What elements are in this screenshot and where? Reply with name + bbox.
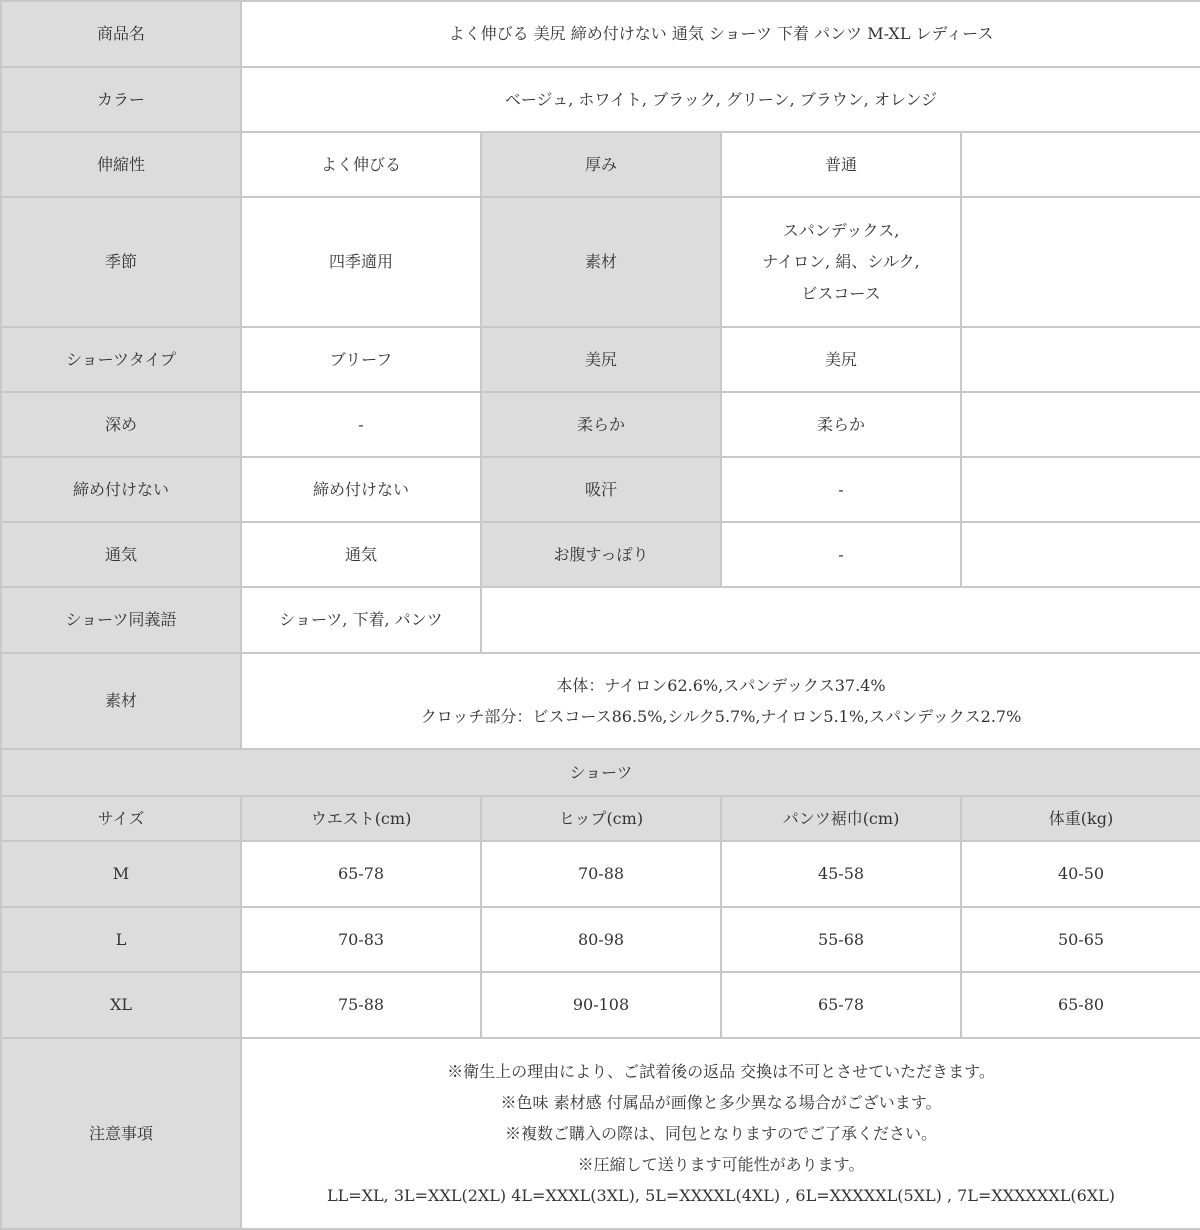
attr-label: 素材 — [481, 197, 721, 327]
row-attr-tightness — [1, 457, 1200, 522]
attr-label: 締め付けない — [1, 457, 241, 522]
notes-line: ※色味 素材感 付属品が画像と多少異なる場合がございます。 — [500, 1092, 942, 1112]
attr-label: 季節 — [1, 197, 241, 327]
empty-cell — [961, 522, 1200, 587]
empty-cell — [961, 392, 1200, 457]
attr-label: 柔らか — [481, 392, 721, 457]
fabric-line: スパンデックス, — [782, 221, 900, 241]
size-name: XL — [1, 972, 241, 1038]
row-color — [1, 67, 1200, 132]
size-cell: 45-58 — [721, 841, 961, 907]
empty-cell — [961, 327, 1200, 392]
notes-line: ※複数ご購入の際は、同包となりますのでご了承ください。 — [505, 1123, 938, 1143]
attr-value: ブリーフ — [241, 327, 481, 392]
size-cell: 65-80 — [961, 972, 1200, 1038]
synonyms-value: ショーツ, 下着, パンツ — [241, 587, 481, 653]
attr-label: ショーツタイプ — [1, 327, 241, 392]
material-line: クロッチ部分：ビスコース86.5%,シルク5.7%,ナイロン5.1%,スパンデックス2.7% — [420, 707, 1022, 726]
size-cell: 70-88 — [481, 841, 721, 907]
product-name-value: よく伸びる 美尻 締め付けない 通気 ショーツ 下着 パンツ M-XL レディース — [241, 1, 1200, 67]
notes-label: 注意事項 — [1, 1038, 241, 1229]
row-attr-season — [1, 197, 1200, 327]
attr-label: 深め — [1, 392, 241, 457]
row-product-name — [1, 1, 1200, 67]
size-cell: 65-78 — [721, 972, 961, 1038]
attr-value: - — [721, 457, 961, 522]
attr-label: 厚み — [481, 132, 721, 197]
row-attr-depth — [1, 392, 1200, 457]
size-row-l — [1, 907, 1200, 972]
size-row-m — [1, 841, 1200, 907]
size-header: ヒップ(cm) — [481, 796, 721, 841]
size-table-title: ショーツ — [1, 749, 1200, 796]
size-cell: 50-65 — [961, 907, 1200, 972]
size-name: L — [1, 907, 241, 972]
empty-cell — [961, 457, 1200, 522]
empty-cell — [961, 197, 1200, 327]
attr-label: お腹すっぽり — [481, 522, 721, 587]
attr-value: 美尻 — [721, 327, 961, 392]
attr-label: 通気 — [1, 522, 241, 587]
size-cell: 80-98 — [481, 907, 721, 972]
material-label: 素材 — [1, 653, 241, 749]
attr-value: - — [241, 392, 481, 457]
row-size-headers — [1, 796, 1200, 841]
color-value: ベージュ, ホワイト, ブラック, グリーン, ブラウン, オレンジ — [241, 67, 1200, 132]
size-header: サイズ — [1, 796, 241, 841]
attr-label: 伸縮性 — [1, 132, 241, 197]
attr-label: 美尻 — [481, 327, 721, 392]
color-label: カラー — [1, 67, 241, 132]
material-line: 本体：ナイロン62.6%,スパンデックス37.4% — [556, 675, 886, 695]
size-name: M — [1, 841, 241, 907]
row-notes — [1, 1038, 1200, 1229]
attr-value: 普通 — [721, 132, 961, 197]
size-cell: 90-108 — [481, 972, 721, 1038]
row-synonyms — [1, 587, 1200, 653]
empty-cell — [481, 587, 1200, 653]
product-name-label: 商品名 — [1, 1, 241, 67]
row-attr-stretch — [1, 132, 1200, 197]
size-row-xl — [1, 972, 1200, 1038]
attr-value: 通気 — [241, 522, 481, 587]
attr-value: よく伸びる — [241, 132, 481, 197]
size-header: パンツ裾巾(cm) — [721, 796, 961, 841]
empty-cell — [961, 132, 1200, 197]
size-cell: 75-88 — [241, 972, 481, 1038]
size-cell: 40-50 — [961, 841, 1200, 907]
row-attr-type — [1, 327, 1200, 392]
row-material — [1, 653, 1200, 749]
fabric-value — [721, 197, 961, 327]
synonyms-label: ショーツ同義語 — [1, 587, 241, 653]
size-cell: 55-68 — [721, 907, 961, 972]
attr-label: 吸汗 — [481, 457, 721, 522]
fabric-line: ナイロン, 絹、シルク, — [762, 252, 920, 272]
size-header: 体重(kg) — [961, 796, 1200, 841]
attr-value: - — [721, 522, 961, 587]
attr-value: 柔らか — [721, 392, 961, 457]
size-cell: 65-78 — [241, 841, 481, 907]
notes-value — [241, 1038, 1200, 1229]
fabric-line: ビスコース — [801, 283, 881, 303]
notes-line: ※圧縮して送ります可能性があります。 — [577, 1155, 865, 1175]
row-attr-breathable — [1, 522, 1200, 587]
size-header: ウエスト(cm) — [241, 796, 481, 841]
notes-line: LL=XL, 3L=XXL(2XL) 4L=XXXL(3XL), 5L=XXXXL(4XL) , 6L=XXXXXL(5XL) , 7L=XXXXXXL(6XL) — [327, 1186, 1116, 1206]
size-cell: 70-83 — [241, 907, 481, 972]
attr-value: 締め付けない — [241, 457, 481, 522]
attr-value: 四季適用 — [241, 197, 481, 327]
material-value — [241, 653, 1200, 749]
notes-line: ※衛生上の理由により、ご試着後の返品 交換は不可とさせていただきます。 — [447, 1061, 995, 1081]
row-size-title — [1, 749, 1200, 796]
